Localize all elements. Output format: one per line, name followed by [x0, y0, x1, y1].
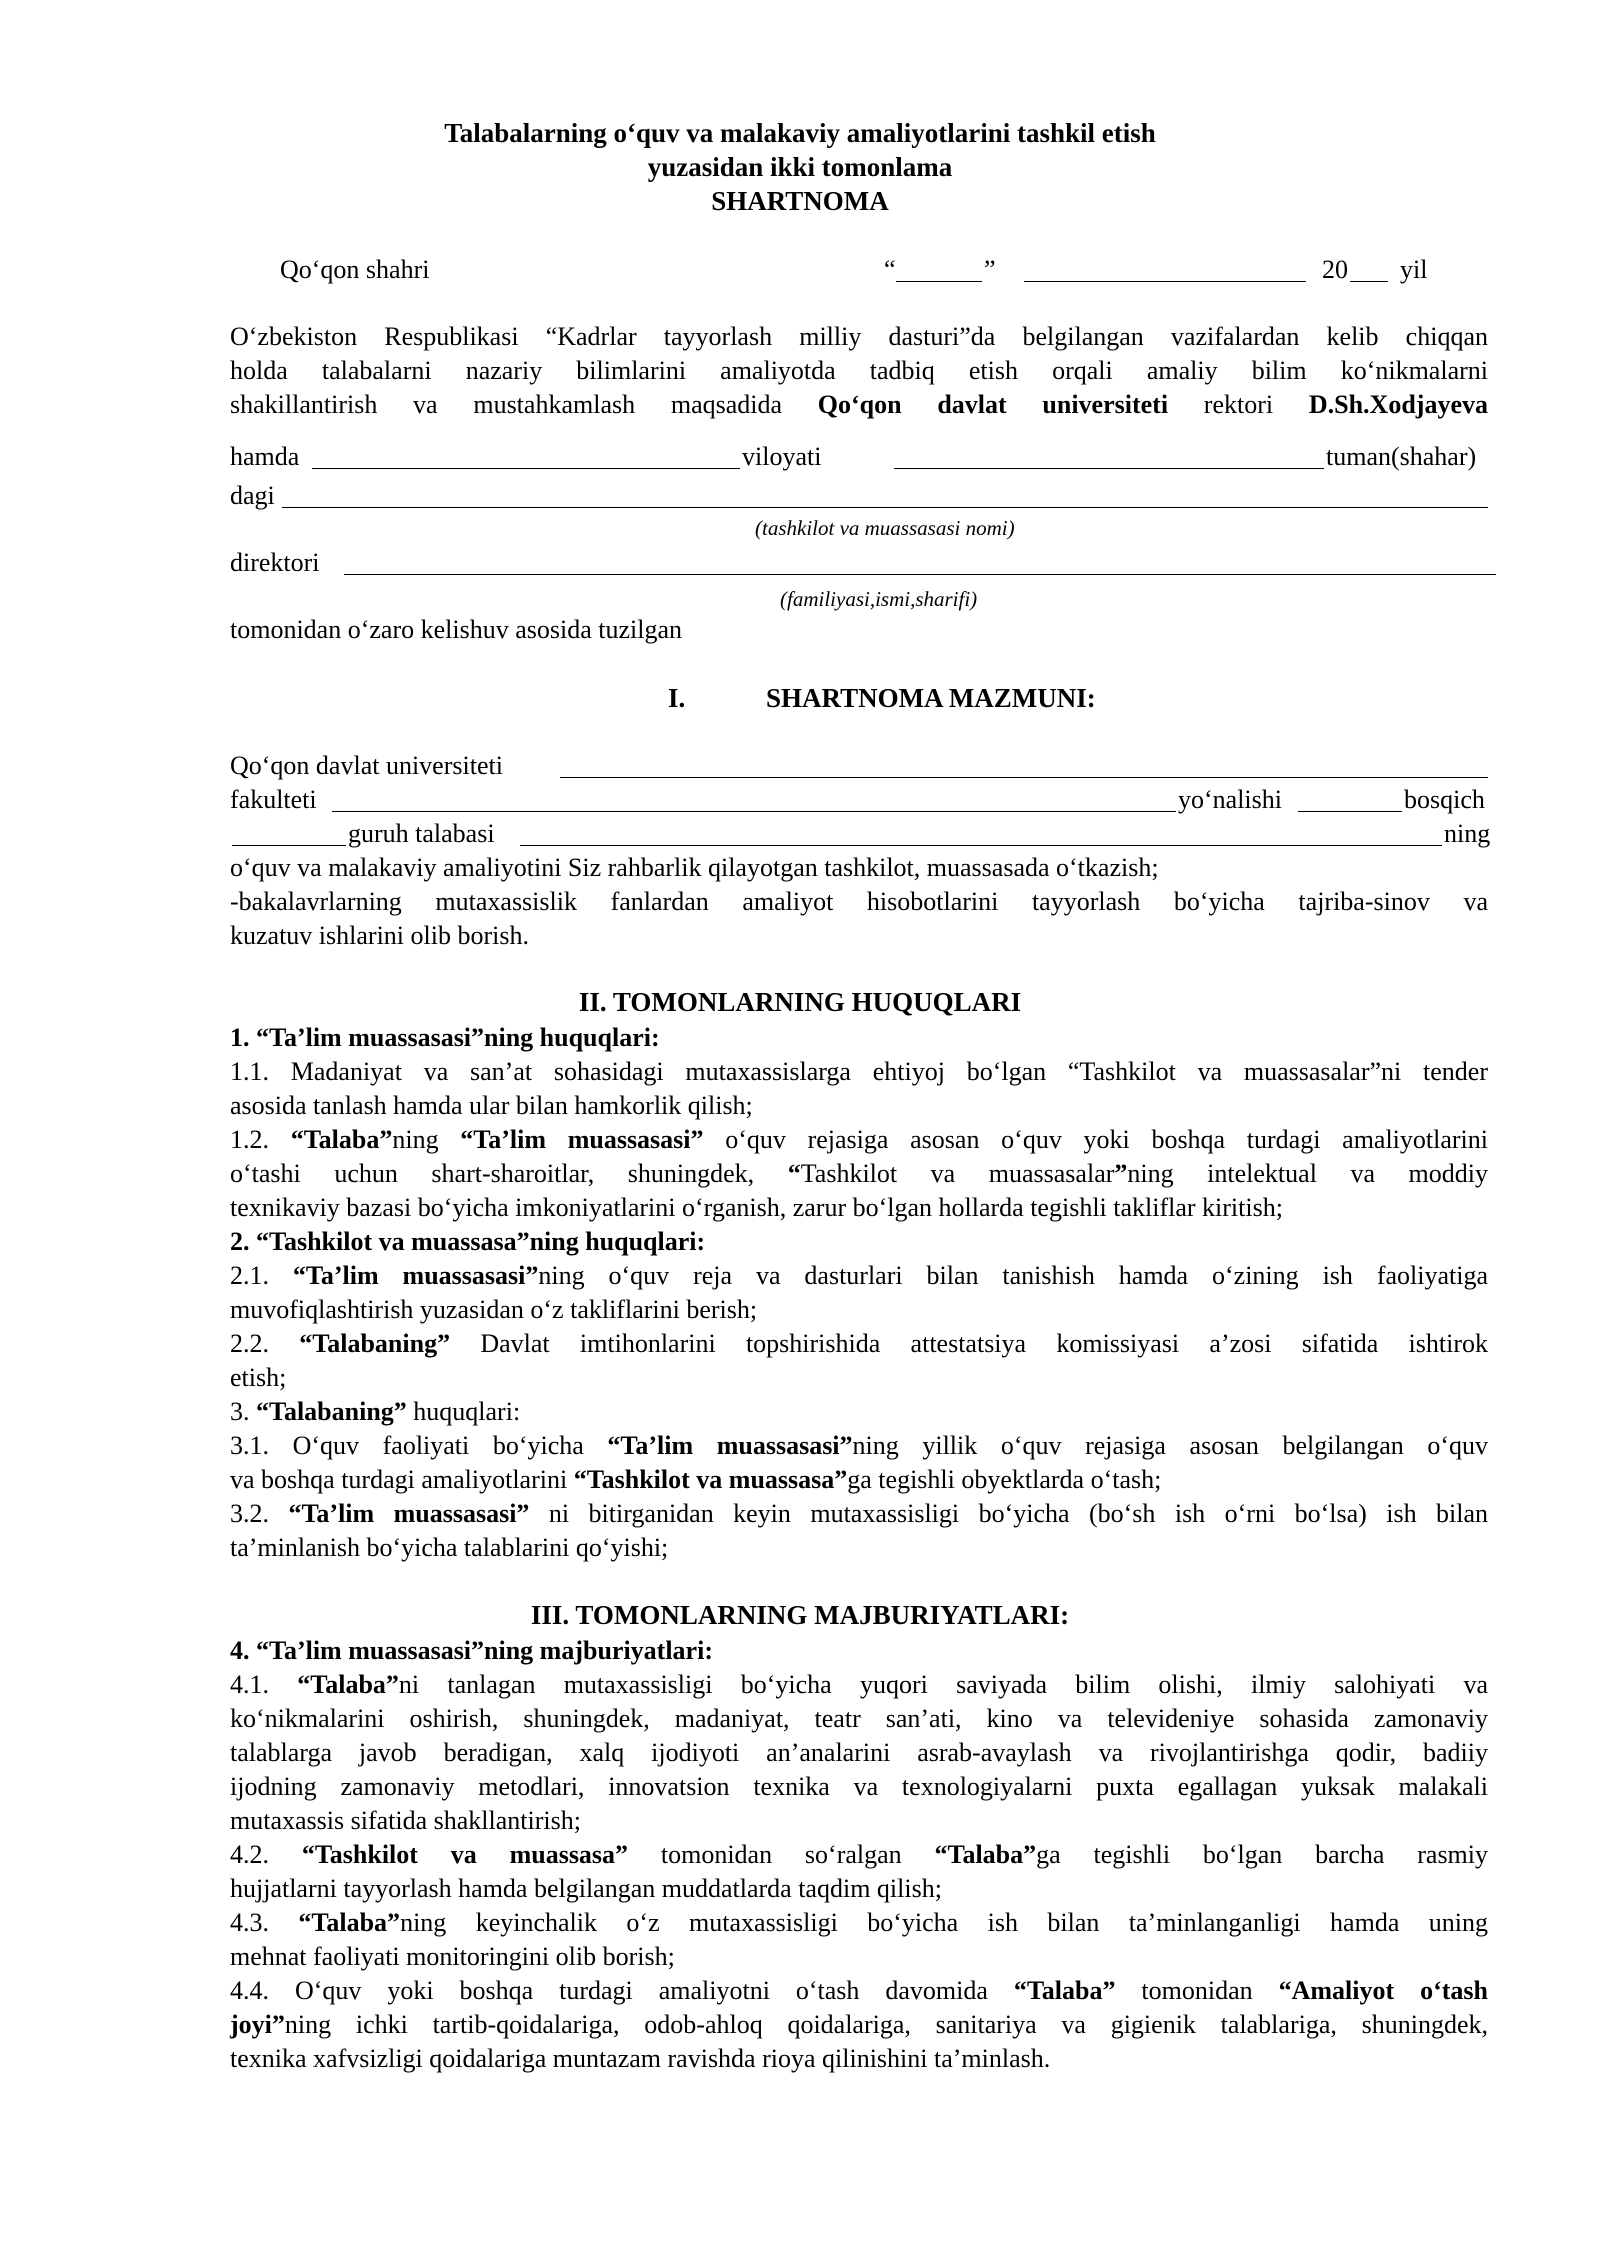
clause4-1-line2: ko‘nikmalarini oshirish, shuningdek, madaniyat, teatr san’ati, kino va televideniye sohasida zamonaviy [230, 1704, 1488, 1733]
intro-closing: tomonidan o‘zaro kelishuv asosida tuzilgan [230, 615, 683, 644]
yonalishi-label: yo‘nalishi [1178, 785, 1282, 814]
clause4-2-line1: 4.2. “Tashkilot va muassasa” tomonidan so‘ralgan “Talaba”ga tegishli bo‘lgan barcha rasmiy [230, 1840, 1489, 1869]
bosqich-label: bosqich [1404, 785, 1485, 814]
student-name-blank[interactable] [520, 845, 1442, 846]
clause2-heading: 2. “Tashkilot va muassasa”ning huquqlari: [230, 1227, 706, 1256]
intro-line-3: shakillantirish va mustahkamlash maqsadida Qo‘qon davlat universiteti rektori D.Sh.Xodjayeva [230, 390, 1488, 419]
hamda-label: hamda [230, 442, 300, 471]
clause4-1-line5: mutaxassis sifatida shakllantirish; [230, 1806, 581, 1835]
district-blank[interactable] [894, 468, 1324, 469]
guruh-label: guruh talabasi [348, 819, 495, 848]
clause4-4-line3: texnika xafvsizligi qoidalariga muntazam ravishda rioya qilinishini ta’minlash. [230, 2044, 1051, 2073]
clause2-1-line2: muvofiqlashtirish yuzasidan o‘z takliflarini berish; [230, 1295, 758, 1324]
director-name-caption: (familiyasi,ismi,sharifi) [780, 587, 978, 611]
clause4-heading: 4. “Ta’lim muassasasi”ning majburiyatlari: [230, 1636, 713, 1665]
section1-number: I. [668, 683, 686, 713]
intro-line-1: O‘zbekiston Respublikasi “Kadrlar tayyorlash milliy dasturi”da belgilangan vazifalardan kelib chiqqan [230, 322, 1488, 351]
day-blank[interactable] [896, 281, 982, 282]
clause4-1-line4: ijodning zamonaviy metodlari, innovatsion texnika va texnologiyalarni puxta egallagan yuksak malakali [230, 1772, 1488, 1801]
direktori-label: direktori [230, 548, 320, 577]
clause1-2-line1: 1.2. “Talaba”ning “Ta’lim muassasasi” o‘quv rejasiga asosan o‘quv yoki boshqa turdagi amaliyotlarini [230, 1125, 1488, 1154]
ning-label: ning [1444, 819, 1491, 848]
clause4-4-line2: joyi”ning ichki tartib-qoidalariga, odob-ahloq qoidalariga, sanitariya va gigienik talablariga, shuningdek, [230, 2010, 1488, 2039]
section1-title: SHARTNOMA MAZMUNI: [766, 683, 1096, 713]
clause1-heading: 1. “Ta’lim muassasasi”ning huquqlari: [230, 1023, 660, 1052]
intro-paragraph [230, 320, 1488, 422]
tuman-label: tuman(shahar) [1326, 442, 1477, 471]
clause2-1-line1: 2.1. “Ta’lim muassasasi”ning o‘quv reja va dasturlari bilan tanishish hamda o‘zining ish faoliyatiga [230, 1261, 1488, 1290]
section1-body [230, 851, 1488, 953]
clause1-2-line3: texnikaviy bazasi bo‘yicha imkoniyatlarini o‘rganish, zarur bo‘lgan hollarda tegishli takliflar kiritish; [230, 1193, 1283, 1222]
group-blank[interactable] [232, 845, 346, 846]
year-suffix: yil [1400, 255, 1428, 284]
document-title-line1: Talabalarning o‘quv va malakaviy amaliyotlarini tashkil etish [444, 118, 1156, 148]
clause3-2-line1: 3.2. “Ta’lim muassasasi” ni bitirganidan keyin mutaxassisligi bo‘yicha (bo‘sh ish o‘rni bo‘lsa) ish bilan [230, 1499, 1489, 1528]
clause2-2-line2: etish; [230, 1363, 287, 1392]
section1-line5b: kuzatuv ishlarini olib borish. [230, 921, 529, 950]
dagi-label: dagi [230, 481, 275, 510]
year-blank[interactable] [1350, 281, 1388, 282]
clause4-3-line2: mehnat faoliyati monitoringini olib borish; [230, 1942, 675, 1971]
month-blank[interactable] [1024, 281, 1306, 282]
clause4-3-line1: 4.3. “Talaba”ning keyinchalik o‘z mutaxassisligi bo‘yicha ish bilan ta’minlanganligi hamda uning [230, 1908, 1488, 1937]
clause3-heading: 3. “Talabaning” huquqlari: [230, 1397, 521, 1426]
section3-title: III. TOMONLARNING MAJBURIYATLARI: [530, 1600, 1070, 1630]
clause1-1-line1: 1.1. Madaniyat va san’at sohasidagi mutaxassislarga ehtiyoj bo‘lgan “Tashkilot va muassasalar”ni tender [230, 1057, 1488, 1086]
clause4-1-line3: talablarga javob beradigan, xalq ijodiyoti an’analarini asrab-avaylash va rivojlantirishga qodir, badiiy [230, 1738, 1488, 1767]
org-name-caption: (tashkilot va muassasasi nomi) [755, 516, 1015, 540]
direction-blank[interactable] [1298, 811, 1402, 812]
quote-close: ” [984, 255, 996, 284]
quote-open: “ [884, 255, 896, 284]
director-name-blank[interactable] [344, 574, 1496, 575]
document-title-line2: yuzasidan ikki tomonlama [647, 152, 953, 182]
clause4-4-line1: 4.4. O‘quv yoki boshqa turdagi amaliyotni o‘tash davomida “Talaba” tomonidan “Amaliyot o‘tash [230, 1976, 1488, 2005]
city-label: Qo‘qon shahri [280, 255, 430, 284]
clause2-2-line1: 2.2. “Talabaning” Davlat imtihonlarini topshirishida attestatsiya komissiyasi a’zosi sifatida ishtirok [230, 1329, 1488, 1358]
univ-dept-blank[interactable] [560, 777, 1488, 778]
section3-body [230, 1634, 1488, 2076]
univ-label: Qo‘qon davlat universiteti [230, 751, 503, 780]
faculty-blank[interactable] [332, 811, 1176, 812]
clause1-2-line2: o‘tashi uchun shart-sharoitlar, shuningdek, “Tashkilot va muassasalar”ning intelektual va moddiy [230, 1159, 1489, 1188]
region-blank[interactable] [312, 468, 740, 469]
org-name-blank[interactable] [282, 507, 1488, 508]
fakulteti-label: fakulteti [230, 785, 317, 814]
section2-title: II. TOMONLARNING HUQUQLARI [578, 987, 1022, 1017]
clause3-2-line2: ta’minlanish bo‘yicha talablarini qo‘yishi; [230, 1533, 669, 1562]
section2-body [230, 1021, 1488, 1565]
clause3-1-line1: 3.1. O‘quv faoliyati bo‘yicha “Ta’lim muassasasi”ning yillik o‘quv rejasiga asosan belgilangan o‘quv [230, 1431, 1488, 1460]
clause3-1-line2: va boshqa turdagi amaliyotlarini “Tashkilot va muassasa”ga tegishli obyektlarda o‘tash; [230, 1465, 1162, 1494]
clause4-1-line1: 4.1. “Talaba”ni tanlagan mutaxassisligi bo‘yicha yuqori saviyada bilim olishi, ilmiy salohiyati va [230, 1670, 1489, 1699]
year-prefix: 20 [1322, 255, 1348, 284]
intro-line-2: holda talabalarni nazariy bilimlarini amaliyotda tadbiq etish orqali amaliy bilim ko‘nikmalarni [230, 356, 1488, 385]
clause1-1-line2: asosida tanlash hamda ular bilan hamkorlik qilish; [230, 1091, 753, 1120]
clause4-2-line2: hujjatlarni tayyorlash hamda belgilangan muddatlarda taqdim qilish; [230, 1874, 942, 1903]
viloyati-label: viloyati [742, 442, 822, 471]
document-title: SHARTNOMA [711, 186, 889, 216]
section1-line4: o‘quv va malakaviy amaliyotini Siz rahbarlik qilayotgan tashkilot, muassasada o‘tkazish; [230, 853, 1159, 882]
section1-line5a: -bakalavrlarning mutaxassislik fanlardan amaliyot hisobotlarini tayyorlash bo‘yicha tajriba-sinov va [230, 887, 1488, 916]
